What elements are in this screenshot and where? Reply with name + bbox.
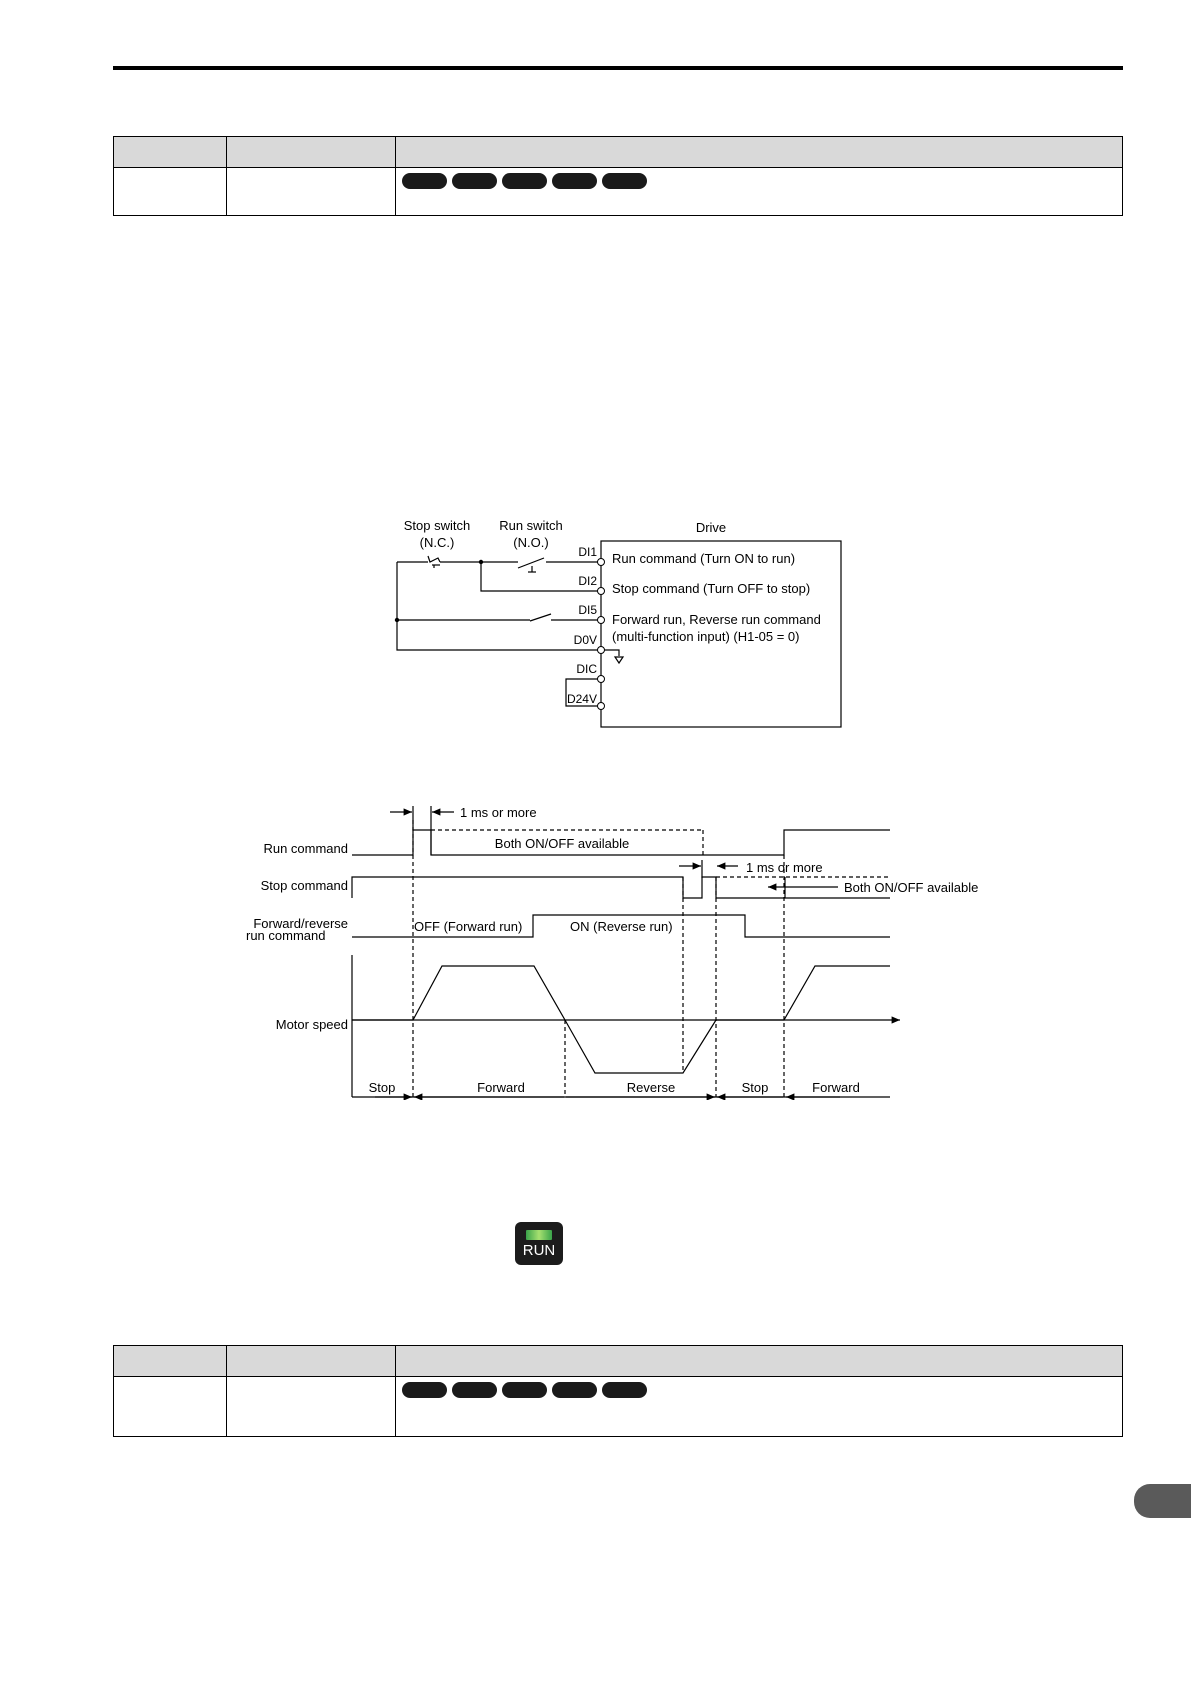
run-switch-symbol: [518, 558, 544, 568]
terminal-label: D24V: [566, 692, 597, 706]
annotation-on-reverse: ON (Reverse run): [570, 919, 673, 934]
header-cell-no: [114, 1346, 227, 1377]
run-led-indicator: [526, 1230, 552, 1240]
mode-badge: [452, 173, 497, 189]
control-mode-badges: [396, 1377, 1122, 1398]
terminal-description: (multi-function input) (H1-05 = 0): [612, 629, 800, 644]
header-cell-description: [396, 137, 1123, 168]
cell-no: [114, 168, 227, 216]
annotation-both-available: Both ON/OFF available: [844, 880, 979, 895]
terminal-description: Run command (Turn ON to run): [612, 551, 796, 566]
terminal-label: DI2: [578, 574, 597, 588]
annotation-off-forward: OFF (Forward run): [414, 919, 523, 934]
cell-name: [227, 168, 396, 216]
cell-no: [114, 1377, 227, 1437]
annotation-both-available: Both ON/OFF available: [494, 836, 630, 851]
signal-label-stop: Stop command: [260, 878, 348, 893]
junction-dot: [395, 618, 399, 622]
run-key-icon: [515, 1222, 563, 1265]
table-header-row: [114, 137, 1123, 168]
cell-description: [396, 168, 1123, 216]
mode-badge: [602, 1382, 647, 1398]
mode-badge: [452, 1382, 497, 1398]
parameter-table-2: [113, 1345, 1123, 1437]
header-cell-name: [227, 1346, 396, 1377]
annotation-1ms: 1 ms or more: [746, 860, 823, 875]
table-row: [114, 168, 1123, 216]
terminal-dot: [598, 588, 605, 595]
phase-label: Stop: [741, 1080, 769, 1095]
terminal-label: DI5: [578, 603, 597, 617]
stop-switch-type: (N.C.): [419, 535, 455, 550]
table-header-row: [114, 1346, 1123, 1377]
mode-badge: [502, 173, 547, 189]
drive-label: Drive: [695, 520, 727, 535]
ground-icon: [615, 657, 623, 663]
run-key-label: RUN: [522, 1242, 556, 1259]
d0v-wire: [397, 562, 601, 650]
phase-label: Forward: [477, 1080, 525, 1095]
mode-badge: [552, 173, 597, 189]
stop-switch-label: Stop switch: [403, 518, 471, 533]
timing-chart: [240, 800, 1000, 1100]
table-row: [114, 1377, 1123, 1437]
mode-badge: [552, 1382, 597, 1398]
header-cell-name: [227, 137, 396, 168]
phase-label: Forward: [812, 1080, 860, 1095]
signal-label-run: Run command: [263, 841, 348, 856]
signal-label-speed: Motor speed: [275, 1017, 348, 1032]
phase-label: Reverse: [626, 1080, 676, 1095]
cell-name: [227, 1377, 396, 1437]
header-cell-no: [114, 137, 227, 168]
terminal-label: D0V: [573, 633, 597, 647]
phase-label: Stop: [368, 1080, 396, 1095]
terminal-dot: [598, 703, 605, 710]
mode-badge: [402, 1382, 447, 1398]
terminal-description: Stop command (Turn OFF to stop): [612, 581, 811, 596]
stop-switch-symbol: [428, 556, 440, 562]
annotation-1ms: 1 ms or more: [460, 805, 537, 820]
run-switch-label: Run switch: [499, 518, 563, 533]
chapter-tab: [1134, 1484, 1191, 1518]
mode-badge: [402, 173, 447, 189]
terminal-label: DI1: [578, 545, 597, 559]
control-mode-badges: [396, 168, 1122, 189]
cell-description: [396, 1377, 1123, 1437]
top-rule: [113, 66, 1123, 70]
signal-label-fwdrev: run command: [246, 928, 326, 943]
terminal-label: DIC: [576, 662, 597, 676]
parameter-table-1: [113, 136, 1123, 216]
terminal-dot: [598, 647, 605, 654]
header-cell-description: [396, 1346, 1123, 1377]
run-switch-type: (N.O.): [513, 535, 549, 550]
di5-switch-symbol: [530, 614, 551, 621]
wiring-diagram: [380, 510, 860, 740]
terminal-dot: [598, 617, 605, 624]
terminal-dot: [598, 559, 605, 566]
terminal-description: Forward run, Reverse run command: [612, 612, 821, 627]
mode-badge: [502, 1382, 547, 1398]
terminal-dot: [598, 676, 605, 683]
junction-dot: [479, 560, 483, 564]
mode-badge: [602, 173, 647, 189]
signal-label-fwdrev: Forward/reverse: [253, 916, 348, 931]
